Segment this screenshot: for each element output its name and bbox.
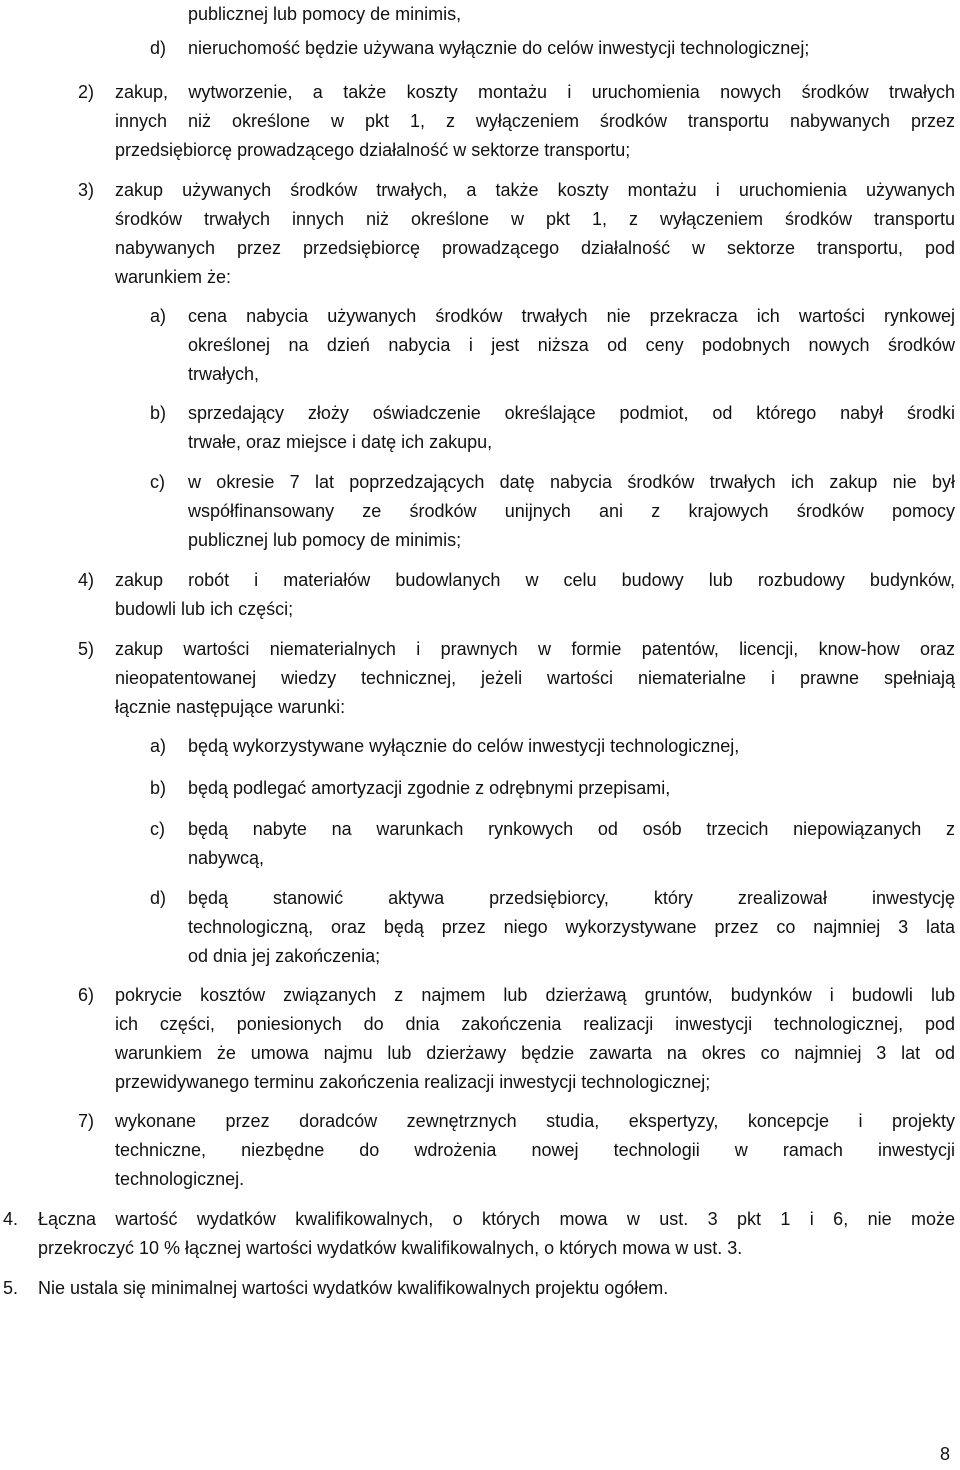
text-line: warunkiem że umowa najmu lub dzierżawy będzie zawarta na okres co najmniej 3 lat od xyxy=(115,1043,955,1063)
text-line: trwałe, oraz miejsce i datę ich zakupu, xyxy=(188,432,493,452)
text-line: techniczne, niezbędne do wdrożenia nowej technologii w ramach inwestycji xyxy=(115,1140,955,1160)
text-line: współfinansowany ze środków unijnych ani z krajowych środków pomocy xyxy=(188,501,955,521)
item-label: c) xyxy=(150,472,165,492)
text-line: łącznie następujące warunki: xyxy=(115,697,346,717)
item-label: a) xyxy=(150,736,167,756)
text-line: budowli lub ich części; xyxy=(115,599,294,619)
text-line: ich części, poniesionych do dnia zakończenia realizacji inwestycji technologicznej, pod xyxy=(115,1014,955,1034)
item-label: c) xyxy=(150,819,165,839)
text-line: warunkiem że: xyxy=(115,267,232,287)
text-line: zakup robót i materiałów budowlanych w celu budowy lub rozbudowy budynków, xyxy=(115,570,955,590)
text-line: sprzedający złoży oświadczenie określające podmiot, od którego nabył środki xyxy=(188,403,955,423)
item-label: 7) xyxy=(78,1111,95,1131)
text-line: cena nabycia używanych środków trwałych nie przekracza ich wartości rynkowej xyxy=(188,306,955,326)
item-label: 4) xyxy=(78,570,95,590)
text-line: nabywcą, xyxy=(188,848,265,868)
text-line: publicznej lub pomocy de minimis, xyxy=(188,4,462,24)
text-line: będą podlegać amortyzacji zgodnie z odrębnymi przepisami, xyxy=(188,778,671,798)
text-line: trwałych, xyxy=(188,364,260,384)
text-line: nabywanych przez przedsiębiorcę prowadzącego działalność w sektorze transportu, pod xyxy=(115,238,955,258)
item-label: d) xyxy=(150,888,167,908)
text-line: technologicznej. xyxy=(115,1169,245,1189)
item-label: 3) xyxy=(78,180,95,200)
item-label: b) xyxy=(150,778,167,798)
text-line: zakup, wytworzenie, a także koszty montażu i uruchomienia nowych środków trwałych xyxy=(115,82,955,102)
text-line: innych niż określone w pkt 1, z wyłączeniem środków transportu nabywanych przez xyxy=(115,111,955,131)
text-line: Nie ustala się minimalnej wartości wydatków kwalifikowalnych projektu ogółem. xyxy=(38,1278,669,1298)
text-line: będą stanowić aktywa przedsiębiorcy, który zrealizował inwestycję xyxy=(188,888,955,908)
text-line: pokrycie kosztów związanych z najmem lub dzierżawą gruntów, budynków i budowli lub xyxy=(115,985,955,1005)
text-line: od dnia jej zakończenia; xyxy=(188,946,381,966)
item-label: d) xyxy=(150,38,167,58)
text-line: środków trwałych innych niż określone w pkt 1, z wyłączeniem środków transportu xyxy=(115,209,955,229)
text-line: technologiczną, oraz będą przez niego wykorzystywane przez co najmniej 3 lata xyxy=(188,917,955,937)
paragraph-label: 4. xyxy=(3,1209,19,1229)
page-number: 8 xyxy=(939,1444,950,1464)
text-line: będą wykorzystywane wyłącznie do celów inwestycji technologicznej, xyxy=(188,736,740,756)
text-line: określonej na dzień nabycia i jest niższa od ceny podobnych nowych środków xyxy=(188,335,955,355)
text-line: przekroczyć 10 % łącznej wartości wydatków kwalifikowalnych, o których mowa w ust. 3. xyxy=(38,1238,743,1258)
text-line: w okresie 7 lat poprzedzających datę nabycia środków trwałych ich zakup nie był xyxy=(188,472,955,492)
text-line: przewidywanego terminu zakończenia realizacji inwestycji technologicznej; xyxy=(115,1072,711,1092)
text-line: publicznej lub pomocy de minimis; xyxy=(188,530,462,550)
item-label: b) xyxy=(150,403,167,423)
item-label: 2) xyxy=(78,82,95,102)
text-line: nieopatentowanej wiedzy technicznej, jeżeli wartości niematerialne i prawne spełniają xyxy=(115,668,955,688)
continuation-text xyxy=(188,0,958,29)
text-line: nieruchomość będzie używana wyłącznie do celów inwestycji technologicznej; xyxy=(188,38,810,58)
item-label: 5) xyxy=(78,639,95,659)
text-line: przedsiębiorcę prowadzącego działalność w sektorze transportu; xyxy=(115,140,631,160)
text-line: Łączna wartość wydatków kwalifikowalnych, o których mowa w ust. 3 pkt 1 i 6, nie może xyxy=(38,1209,955,1229)
item-label: a) xyxy=(150,306,167,326)
text-line: zakup wartości niematerialnych i prawnych w formie patentów, licencji, know-how oraz xyxy=(115,639,955,659)
text-line: wykonane przez doradców zewnętrznych studia, ekspertyzy, koncepcje i projekty xyxy=(115,1111,955,1131)
text-line: będą nabyte na warunkach rynkowych od osób trzecich niepowiązanych z xyxy=(188,819,955,839)
item-label: 6) xyxy=(78,985,95,1005)
text-line: zakup używanych środków trwałych, a także koszty montażu i uruchomienia używanych xyxy=(115,180,955,200)
paragraph-label: 5. xyxy=(3,1278,19,1298)
